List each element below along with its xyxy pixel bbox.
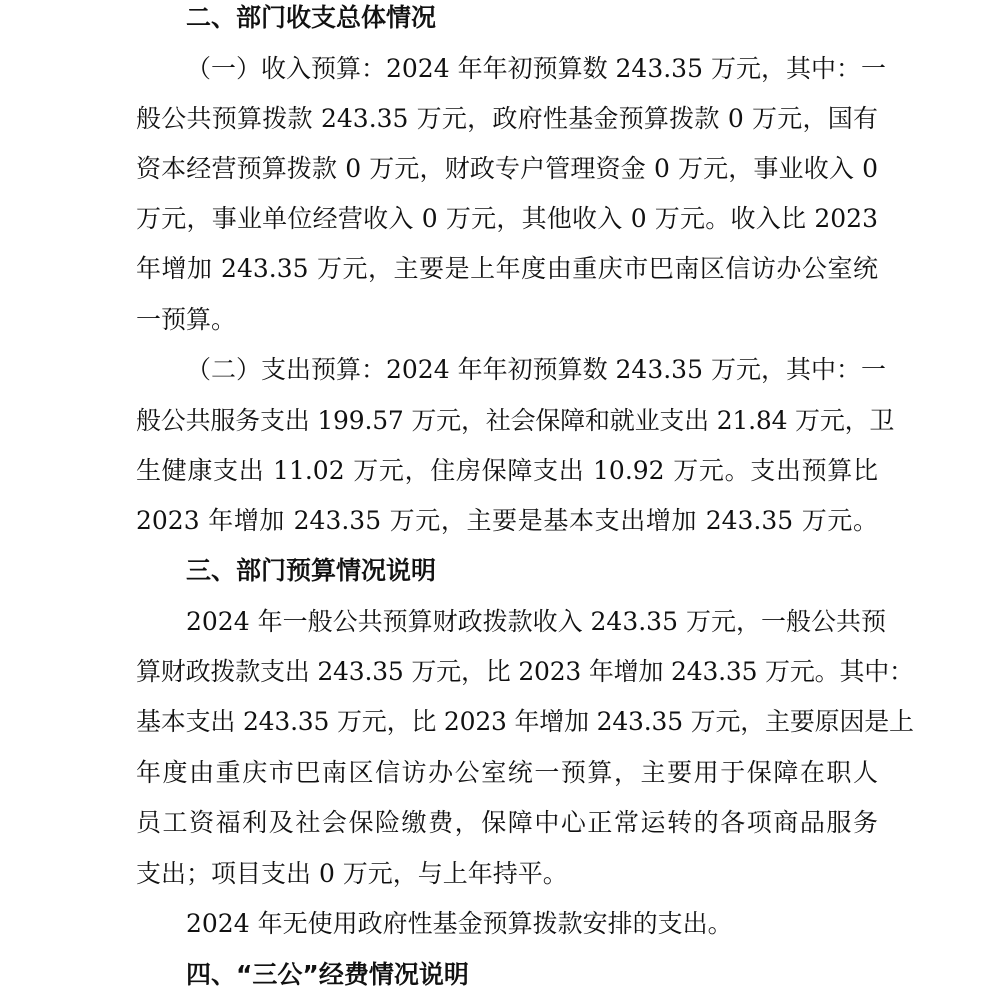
section-heading-budget: 三、部门预算情况说明 <box>186 556 437 585</box>
paragraph-line: 年增加 243.35 万元，主要是上年度由重庆市巴南区信访办公室统 <box>136 254 878 283</box>
paragraph-line: 员工资福利及社会保险缴费，保障中心正常运转的各项商品服务 <box>136 808 878 837</box>
paragraph-line: 支出；项目支出 0 万元，与上年持平。 <box>136 859 568 888</box>
paragraph-line: （一）收入预算：2024 年年初预算数 243.35 万元，其中：一 <box>186 54 886 83</box>
paragraph-line: 2023 年增加 243.35 万元，主要是基本支出增加 243.35 万元。 <box>136 506 878 535</box>
paragraph-line: 2024 年无使用政府性基金预算拨款安排的支出。 <box>186 909 733 938</box>
paragraph-line: 万元，事业单位经营收入 0 万元，其他收入 0 万元。收入比 2023 <box>136 204 878 233</box>
paragraph-line: 年度由重庆市巴南区信访办公室统一预算，主要用于保障在职人 <box>136 758 878 787</box>
paragraph-line: 一预算。 <box>136 305 237 334</box>
section-heading-three-public: 四、“三公”经费情况说明 <box>186 960 469 989</box>
paragraph-line: 资本经营预算拨款 0 万元，财政专户管理资金 0 万元，事业收入 0 <box>136 154 878 183</box>
paragraph-line: 般公共预算拨款 243.35 万元，政府性基金预算拨款 0 万元，国有 <box>136 104 878 133</box>
paragraph-line: 般公共服务支出 199.57 万元，社会保障和就业支出 21.84 万元，卫 <box>136 406 895 435</box>
section-heading-overall: 二、部门收支总体情况 <box>186 3 437 32</box>
paragraph-line: 基本支出 243.35 万元，比 2023 年增加 243.35 万元，主要原因是上 <box>136 707 914 736</box>
paragraph-line: 生健康支出 11.02 万元，住房保障支出 10.92 万元。支出预算比 <box>136 456 878 485</box>
paragraph-line: 算财政拨款支出 243.35 万元，比 2023 年增加 243.35 万元。其中： <box>136 657 914 686</box>
paragraph-line: 2024 年一般公共预算财政拨款收入 243.35 万元，一般公共预 <box>186 607 886 636</box>
paragraph-line: （二）支出预算：2024 年年初预算数 243.35 万元，其中：一 <box>186 355 886 384</box>
